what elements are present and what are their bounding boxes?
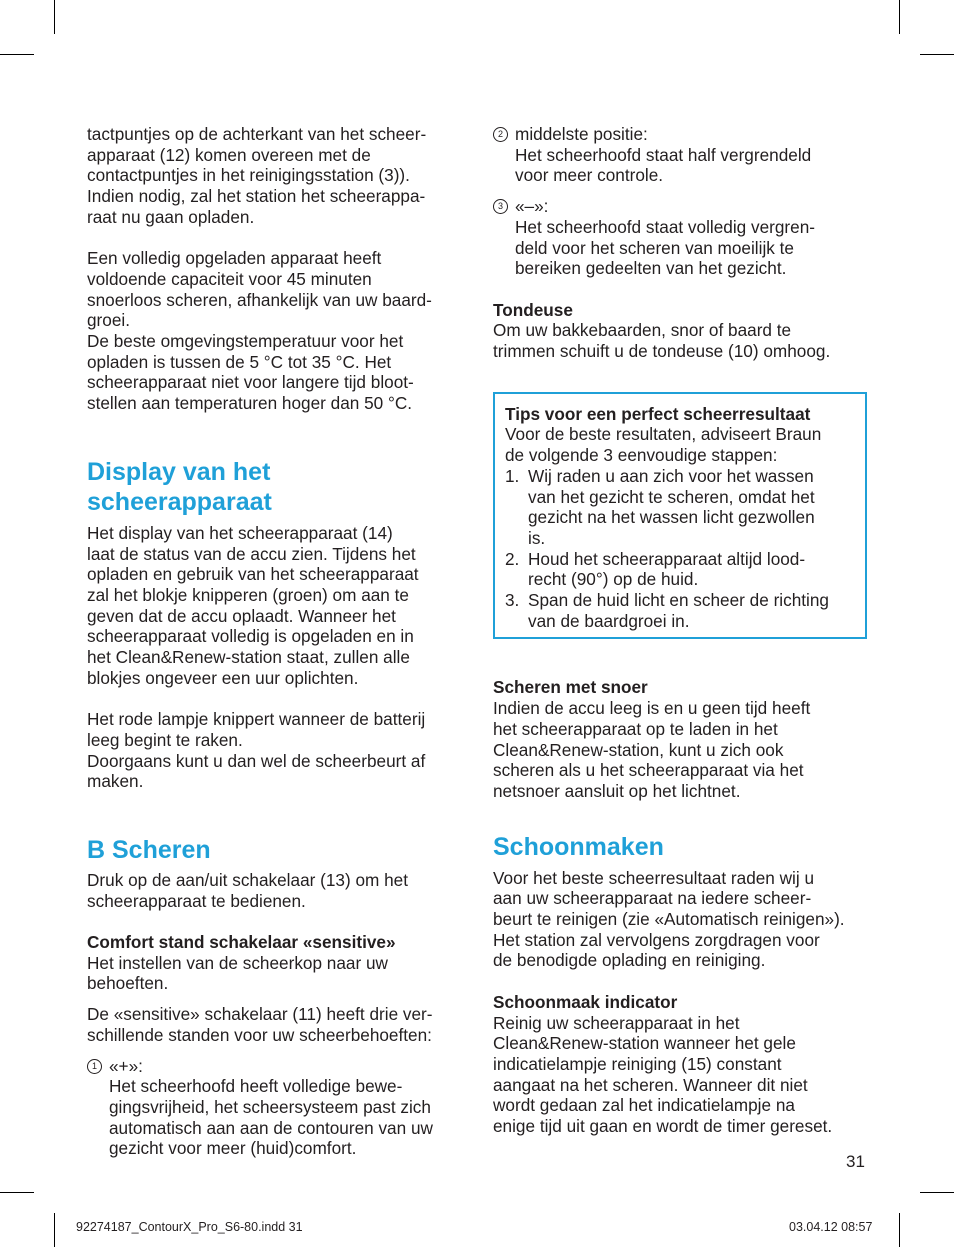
text-line: scheerapparaat te bedienen.	[87, 890, 306, 911]
text-line: Reinig uw scheerapparaat in het	[493, 1012, 740, 1033]
crop-mark	[54, 0, 55, 34]
text-line: voor meer controle.	[515, 165, 664, 186]
crop-mark	[54, 1213, 55, 1247]
text-line: tactpuntjes op de achterkant van het scheer-	[87, 124, 427, 144]
text-line: Het rode lampje knippert wanneer de batterij	[87, 709, 426, 730]
subheading-tondeuse: Tondeuse	[493, 299, 573, 320]
subheading-comfort: Comfort stand schakelaar «sensitive»	[87, 932, 396, 953]
section-heading-display: Display van het scheerapparaat	[87, 457, 272, 516]
text-line: apparaat (12) komen overeen met de	[87, 144, 371, 165]
text-line: scheren als u het scheerapparaat via het	[493, 760, 804, 781]
text-line: Druk op de aan/uit schakelaar (13) om het	[87, 869, 409, 890]
circled-number-1: 1	[87, 1059, 102, 1074]
text-line: behoeften.	[87, 973, 169, 994]
circled-number-2: 2	[493, 127, 508, 142]
text-line: de benodigde oplading en reiniging.	[493, 950, 766, 971]
text-line: gezicht voor meer (huid)comfort.	[109, 1138, 357, 1159]
subheading-indicator: Schoonmaak indicator	[493, 991, 678, 1012]
text-line: het scheerapparaat op te laden in het	[493, 718, 778, 739]
text-line: Indien de accu leeg is en u geen tijd heeft	[493, 698, 811, 719]
item-label: «–»:	[515, 196, 549, 217]
paragraph	[87, 1004, 459, 1045]
text-line: laat de status van de accu zien. Tijdens het	[87, 543, 416, 564]
text-line: Clean&Renew-station, kunt u zich ook	[493, 739, 784, 760]
text-line: Clean&Renew-station wanneer het gele	[493, 1033, 796, 1054]
text-line: recht (90°) op de huid.	[528, 569, 699, 590]
text-line: enige tijd uit gaan en wordt de timer gereset.	[493, 1116, 833, 1137]
text-line: de volgende 3 eenvoudige stappen:	[505, 445, 778, 466]
text-line: van de baardgroei in.	[528, 610, 690, 631]
right-column	[493, 124, 865, 1137]
text-line: De «sensitive» schakelaar (11) heeft drie ver-	[87, 1004, 433, 1025]
text-line: opladen is tussen de 5 °C tot 35 °C. Het	[87, 351, 392, 372]
text-line: automatisch aan aan de contouren van uw	[109, 1117, 433, 1138]
section-heading-scheren: B Scheren	[87, 835, 211, 864]
paragraph	[493, 1013, 865, 1137]
paragraph	[87, 870, 459, 911]
text-line: Het instellen van de scheerkop naar uw	[87, 952, 388, 973]
text-line: schillende standen voor uw scheerbehoeften:	[87, 1024, 432, 1045]
text-line: Het scheerhoofd heeft volledige bewe-	[109, 1076, 403, 1097]
text-line: Het scheerhoofd staat half vergrendeld	[515, 144, 812, 165]
footer-timestamp: 03.04.12 08:57	[789, 1220, 873, 1234]
text-line: snoerloos scheren, afhankelijk van uw baard-	[87, 289, 432, 310]
sensitive-position-2	[493, 124, 865, 186]
crop-mark	[920, 54, 954, 55]
paragraph	[493, 320, 865, 361]
paragraph	[87, 124, 459, 228]
sensitive-position-3	[493, 196, 865, 279]
text-line: blokjes ongeveer een uur oplichten.	[87, 667, 359, 688]
text-line: De beste omgevingstemperatuur voor het	[87, 331, 404, 352]
text-line: scheerapparaat volledig is opgeladen en in	[87, 626, 414, 647]
text-line: indicatielampje reiniging (15) constant	[493, 1053, 782, 1074]
text-line: stellen aan temperaturen hoger dan 50 °C.	[87, 393, 413, 414]
text-line: raat nu gaan opladen.	[87, 206, 255, 227]
text-line: voldoende capaciteit voor 45 minuten	[87, 268, 372, 289]
text-line: Span de huid licht en scheer de richting	[528, 590, 829, 611]
sensitive-position-1	[87, 1056, 459, 1160]
tip-item	[505, 466, 855, 549]
circled-number-3: 3	[493, 199, 508, 214]
text-line: scheerapparaat niet voor langere tijd bloot-	[87, 372, 414, 393]
crop-mark	[0, 1192, 34, 1193]
paragraph	[87, 953, 459, 994]
text-line: Om uw bakkebaarden, snor of baard te	[493, 320, 792, 341]
paragraph	[87, 709, 459, 792]
tip-number: 1.	[505, 465, 520, 486]
text-line: beurt te reinigen (zie «Automatisch reinigen»).	[493, 909, 845, 930]
paragraph	[493, 868, 865, 972]
item-label: «+»:	[109, 1055, 143, 1076]
text-line: deld voor het scheren van moeilijk te	[515, 237, 794, 258]
crop-mark	[899, 0, 900, 34]
text-line: gingsvrijheid, het scheersysteem past zich	[109, 1096, 431, 1117]
paragraph	[87, 523, 459, 689]
text-line: gezicht na het wassen licht gezwollen	[528, 507, 815, 528]
text-line: groei.	[87, 310, 130, 331]
text-line: bereiken gedeelten van het gezicht.	[515, 258, 787, 279]
text-line: aangaat na het scheren. Wanneer dit niet	[493, 1074, 808, 1095]
text-line: wordt gedaan zal het indicatielampje na	[493, 1095, 795, 1116]
left-column	[87, 124, 459, 1159]
text-line: Het station zal vervolgens zorgdragen voor	[493, 929, 820, 950]
paragraph	[493, 698, 865, 802]
text-line: Voor de beste resultaten, adviseert Braun	[505, 424, 822, 445]
text-line: Wij raden u aan zich voor het wassen	[528, 465, 814, 486]
page-number: 31	[846, 1152, 865, 1171]
text-line: opladen en gebruik van het scheerapparaat	[87, 564, 419, 585]
text-line: aan uw scheerapparaat na iedere scheer-	[493, 888, 812, 909]
text-line: trimmen schuift u de tondeuse (10) omhoog.	[493, 341, 831, 362]
crop-mark	[0, 54, 34, 55]
text-line: geven dat de accu oplaadt. Wanneer het	[87, 605, 396, 626]
text-line: is.	[528, 527, 546, 548]
text-line: Doorgaans kunt u dan wel de scheerbeurt af	[87, 750, 426, 771]
text-line: het Clean&Renew-station staat, zullen alle	[87, 647, 410, 668]
text-line: Het display van het scheerapparaat (14)	[87, 522, 393, 543]
tips-title: Tips voor een perfect scheerresultaat	[505, 403, 811, 424]
footer-filename: 92274187_ContourX_Pro_S6-80.indd 31	[76, 1220, 303, 1234]
text-line: netsnoer aansluit op het lichtnet.	[493, 780, 741, 801]
paragraph	[87, 248, 459, 414]
text-line: zal het blokje knipperen (groen) om aan te	[87, 584, 409, 605]
crop-mark	[920, 1192, 954, 1193]
text-line: contactpuntjes in het reinigingsstation (3)).	[87, 165, 410, 186]
text-line: Indien nodig, zal het station het scheerappa-	[87, 186, 426, 207]
text-line: leeg begint te raken.	[87, 729, 243, 750]
text-line: maken.	[87, 771, 144, 792]
text-line: Het scheerhoofd staat volledig vergren-	[515, 216, 815, 237]
tip-number: 2.	[505, 548, 520, 569]
tip-item	[505, 549, 855, 590]
text-line: van het gezicht te scheren, omdat het	[528, 486, 815, 507]
tips-box	[493, 392, 867, 640]
section-heading-schoonmaken: Schoonmaken	[493, 832, 664, 861]
tip-number: 3.	[505, 590, 520, 611]
text-line: Voor het beste scheerresultaat raden wij u	[493, 867, 815, 888]
text-line: Een volledig opgeladen apparaat heeft	[87, 248, 382, 269]
subheading-snoer: Scheren met snoer	[493, 677, 648, 698]
text-line: Houd het scheerapparaat altijd lood-	[528, 548, 806, 569]
crop-mark	[899, 1213, 900, 1247]
tip-item	[505, 590, 855, 631]
item-label: middelste positie:	[515, 124, 648, 144]
